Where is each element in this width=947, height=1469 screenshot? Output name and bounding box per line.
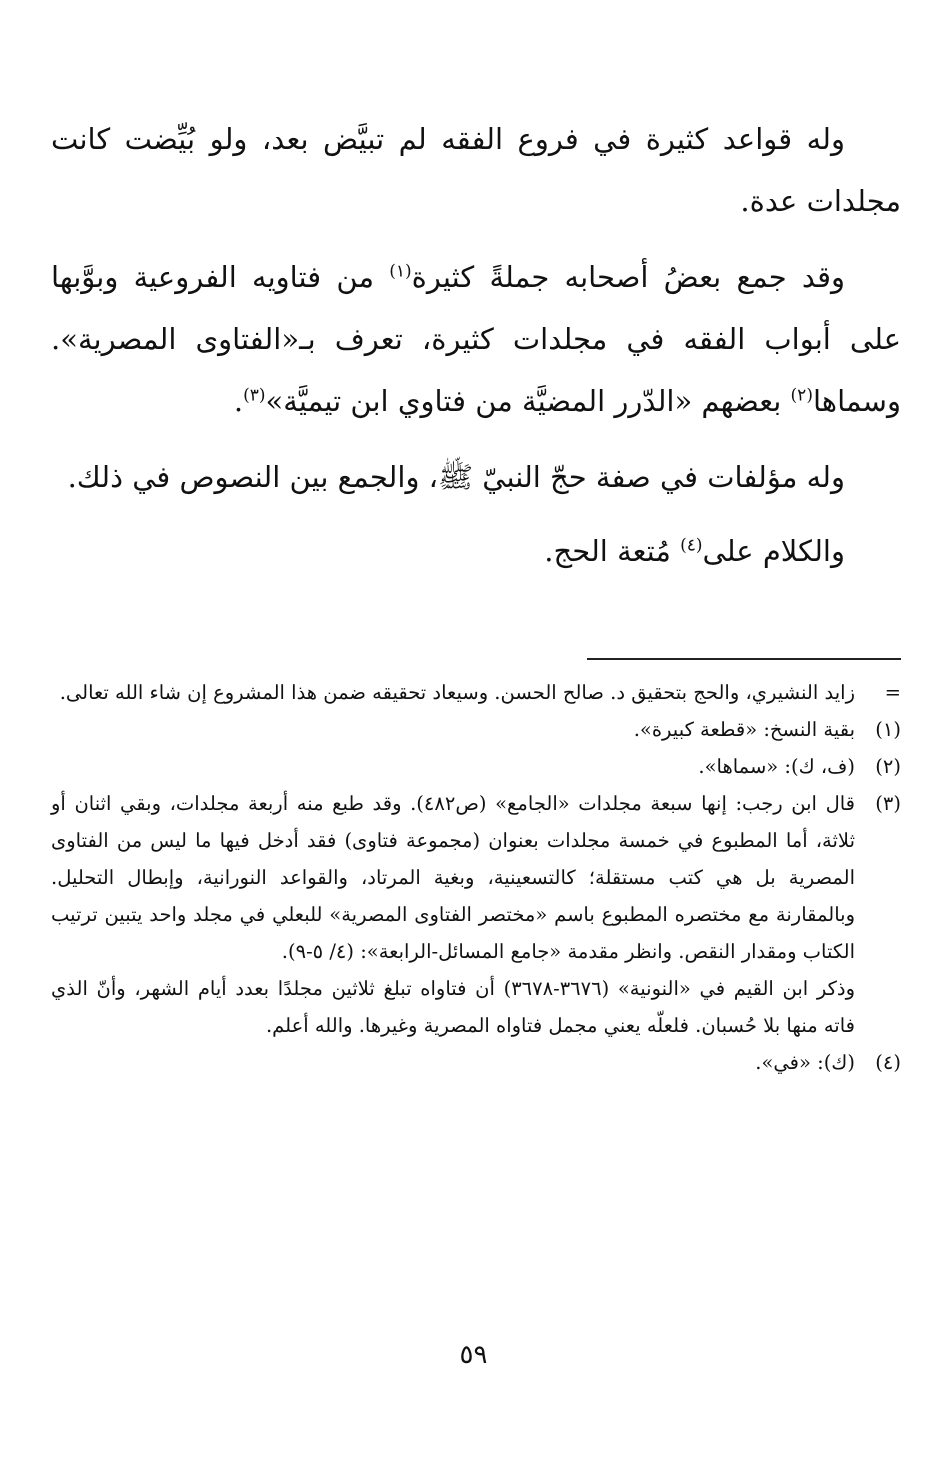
footnote-continued <box>51 674 901 711</box>
paragraph-text: والكلام على <box>702 534 845 568</box>
paragraph-text: وله قواعد كثيرة في فروع الفقه لم تبيَّض بعد، ولو بُيِّضت كانت مجلدات عدة. <box>51 122 901 218</box>
paragraph-text: وله مؤلفات في صفة حجّ النبيّ ﷺ، والجمع بين النصوص في ذلك. <box>67 460 845 494</box>
footnote-text: قال ابن رجب: إنها سبعة مجلدات «الجامع» (ص٤٨٢). وقد طبع منه أربعة مجلدات، وبقي اثنان أو ثلاثة، أما المطبوع في خمسة مجلدات بعنوان (مجموعة فتاوى) فقد أدخل فيها ما ليس من الفتاوى المصرية بل هي كتب مستقلة؛ كالتسعينية، وبغية المرتاد، والقواعد النورانية، وإبطال التحليل. وبالمقارنة مع مختصره المطبوع باسم «مختصر الفتاوى المصرية» للبعلي في مجلد واحد يتبين ترتيب الكتاب ومقدار النقص. وانظر مقدمة «جامع المسائل-الرابعة»: (٤/ ٥-٩). <box>51 792 855 963</box>
footnote-ref-2[interactable]: (٢) <box>790 385 813 406</box>
footnote-marker: = <box>884 681 901 704</box>
footnote-marker: (٤) <box>875 1051 901 1074</box>
footnote-1 <box>51 711 901 748</box>
paragraph-text: بعضهم «الدّرر المضيَّة من فتاوي ابن تيميَّة» <box>265 384 791 418</box>
footnote-4 <box>51 1044 901 1081</box>
paragraph-rules <box>51 108 901 232</box>
footnote-ref-1[interactable]: (١) <box>389 261 412 282</box>
paragraph-hajj <box>51 446 901 508</box>
paragraph-text: مُتعة الحج. <box>544 534 681 568</box>
footnote-separator <box>587 658 901 660</box>
paragraph-text: . <box>233 384 244 418</box>
footnote-ref-3[interactable]: (٣) <box>243 385 266 406</box>
footnote-marker: (٢) <box>875 755 901 778</box>
paragraph-fatawa <box>51 246 901 432</box>
footnote-marker: (٣) <box>875 792 901 815</box>
paragraph-text: وقد جمع بعضُ أصحابه جملةً كثيرة <box>411 260 845 294</box>
footnote-3-continuation <box>51 970 901 1044</box>
footnote-2 <box>51 748 901 785</box>
page-number: ٥٩ <box>459 1340 488 1370</box>
paragraph-text: من فتاويه الفروعية وبوَّبها على أبواب الفقه في مجلدات كثيرة، تعرف بـ«الفتاوى المصرية». وسماها <box>51 260 901 418</box>
footnote-marker: (١) <box>875 718 901 741</box>
footnote-text: زايد النشيري، والحج بتحقيق د. صالح الحسن. وسيعاد تحقيقه ضمن هذا المشروع إن شاء الله تعالى. <box>59 681 855 704</box>
footnotes <box>51 674 901 1081</box>
footnote-text: وذكر ابن القيم في «النونية» (٣٦٧٦-٣٦٧٨) أن فتاواه تبلغ ثلاثين مجلدًا بعدد أيام الشهر، وأنّ الذي فاته منها بلا حُسبان. فلعلّه يعني مجمل فتاواه المصرية وغيرها. والله أعلم. <box>51 977 855 1037</box>
footnote-text: (ك): «في». <box>755 1051 855 1074</box>
footnote-ref-4[interactable]: (٤) <box>680 535 703 556</box>
paragraph-mutah <box>51 520 901 582</box>
footnote-text: بقية النسخ: «قطعة كبيرة». <box>633 718 855 741</box>
footnote-text: (ف، ك): «سماها». <box>698 755 855 778</box>
footnote-3 <box>51 785 901 970</box>
main-text <box>51 108 901 596</box>
